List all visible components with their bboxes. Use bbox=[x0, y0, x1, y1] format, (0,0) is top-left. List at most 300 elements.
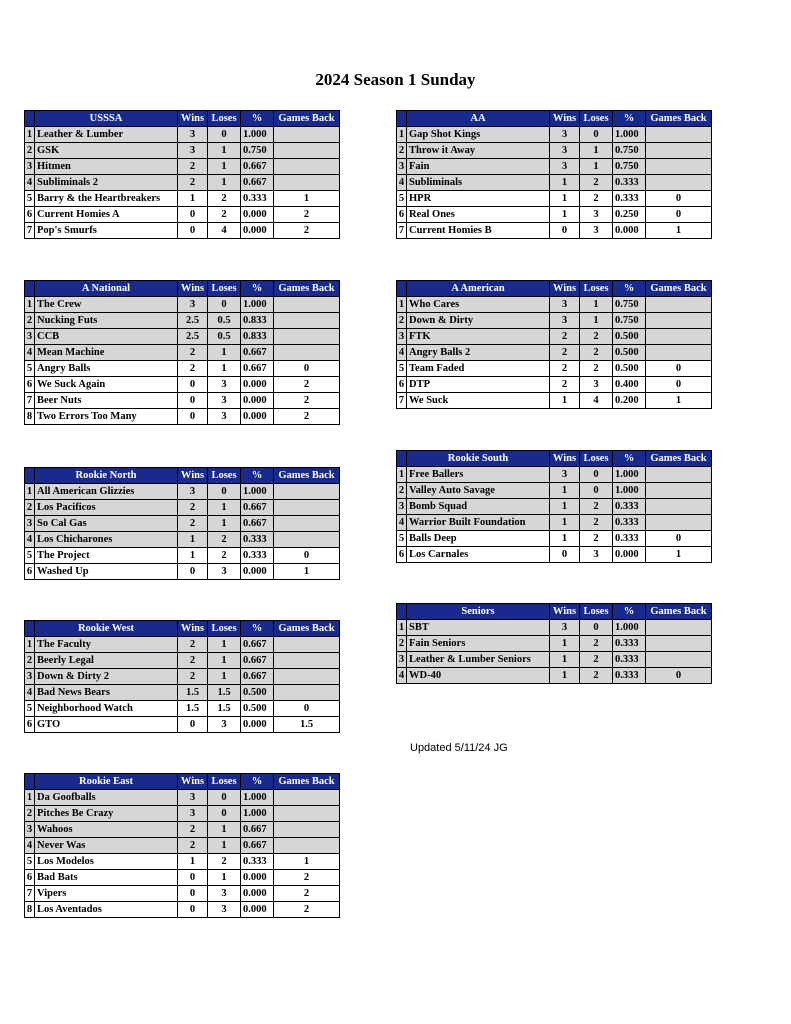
team-name: GTO bbox=[35, 717, 178, 733]
rank-header bbox=[25, 281, 35, 297]
team-row bbox=[397, 668, 712, 684]
loses: 2 bbox=[580, 636, 613, 652]
team-name: So Cal Gas bbox=[35, 516, 178, 532]
pct-header: % bbox=[613, 281, 646, 297]
wins: 2 bbox=[178, 653, 208, 669]
team-row bbox=[25, 902, 340, 918]
header-row bbox=[25, 281, 340, 297]
wins: 3 bbox=[178, 143, 208, 159]
wins: 1 bbox=[550, 499, 580, 515]
wins: 3 bbox=[550, 127, 580, 143]
loses: 2 bbox=[580, 668, 613, 684]
loses: 2 bbox=[208, 532, 241, 548]
team-name: Neighborhood Watch bbox=[35, 701, 178, 717]
team-name: Gap Shot Kings bbox=[407, 127, 550, 143]
wins: 1 bbox=[550, 652, 580, 668]
wins-header: Wins bbox=[550, 451, 580, 467]
games-back bbox=[646, 127, 712, 143]
rank: 6 bbox=[25, 717, 35, 733]
rank: 6 bbox=[25, 377, 35, 393]
rank-header bbox=[25, 774, 35, 790]
loses-header: Loses bbox=[208, 621, 241, 637]
team-row bbox=[25, 806, 340, 822]
wins: 1 bbox=[550, 393, 580, 409]
games-back bbox=[646, 515, 712, 531]
loses: 0 bbox=[208, 806, 241, 822]
team-row bbox=[25, 564, 340, 580]
win-pct: 1.000 bbox=[613, 483, 646, 499]
wins-header: Wins bbox=[550, 111, 580, 127]
loses: 1 bbox=[208, 500, 241, 516]
page-title: 2024 Season 1 Sunday bbox=[315, 70, 476, 89]
rank: 2 bbox=[25, 313, 35, 329]
win-pct: 0.000 bbox=[241, 393, 274, 409]
wins: 1 bbox=[178, 191, 208, 207]
games-back: 1 bbox=[274, 564, 340, 580]
games-back-header: Games Back bbox=[646, 281, 712, 297]
win-pct: 0.667 bbox=[241, 822, 274, 838]
loses: 2 bbox=[580, 361, 613, 377]
rank: 3 bbox=[25, 159, 35, 175]
win-pct: 0.333 bbox=[241, 548, 274, 564]
games-back: 0 bbox=[646, 668, 712, 684]
wins: 0 bbox=[550, 223, 580, 239]
rank: 3 bbox=[25, 822, 35, 838]
team-name: The Project bbox=[35, 548, 178, 564]
win-pct: 0.667 bbox=[241, 175, 274, 191]
team-row bbox=[25, 409, 340, 425]
team-row bbox=[25, 484, 340, 500]
win-pct: 0.833 bbox=[241, 329, 274, 345]
team-row bbox=[397, 377, 712, 393]
team-row bbox=[397, 159, 712, 175]
rank: 4 bbox=[25, 838, 35, 854]
team-row bbox=[397, 636, 712, 652]
team-name: Current Homies A bbox=[35, 207, 178, 223]
wins: 0 bbox=[178, 886, 208, 902]
team-row bbox=[397, 127, 712, 143]
rank: 1 bbox=[25, 790, 35, 806]
team-row bbox=[25, 669, 340, 685]
team-row bbox=[25, 297, 340, 313]
rank: 1 bbox=[25, 297, 35, 313]
win-pct: 0.333 bbox=[613, 668, 646, 684]
wins: 2 bbox=[550, 361, 580, 377]
rank: 2 bbox=[397, 313, 407, 329]
rank: 2 bbox=[25, 653, 35, 669]
loses: 2 bbox=[208, 548, 241, 564]
win-pct: 0.500 bbox=[613, 361, 646, 377]
loses: 3 bbox=[580, 223, 613, 239]
rank: 5 bbox=[397, 361, 407, 377]
win-pct: 0.750 bbox=[613, 297, 646, 313]
wins: 3 bbox=[550, 143, 580, 159]
win-pct: 0.000 bbox=[241, 886, 274, 902]
win-pct: 0.750 bbox=[241, 143, 274, 159]
wins: 3 bbox=[178, 127, 208, 143]
rank: 1 bbox=[25, 484, 35, 500]
loses-header: Loses bbox=[580, 604, 613, 620]
win-pct: 0.667 bbox=[241, 669, 274, 685]
rank-header bbox=[397, 281, 407, 297]
team-name: Fain bbox=[407, 159, 550, 175]
games-back bbox=[646, 329, 712, 345]
loses: 0.5 bbox=[208, 313, 241, 329]
wins: 1 bbox=[178, 548, 208, 564]
team-name: Down & Dirty 2 bbox=[35, 669, 178, 685]
rank: 7 bbox=[397, 223, 407, 239]
rank: 1 bbox=[397, 127, 407, 143]
loses: 1 bbox=[208, 345, 241, 361]
loses: 2 bbox=[580, 531, 613, 547]
team-name: The Crew bbox=[35, 297, 178, 313]
header-row bbox=[25, 621, 340, 637]
team-row bbox=[25, 870, 340, 886]
team-row bbox=[25, 838, 340, 854]
wins: 3 bbox=[550, 313, 580, 329]
team-row bbox=[397, 345, 712, 361]
team-name: Vipers bbox=[35, 886, 178, 902]
wins: 3 bbox=[178, 790, 208, 806]
win-pct: 0.000 bbox=[241, 564, 274, 580]
games-back bbox=[646, 143, 712, 159]
win-pct: 0.000 bbox=[241, 870, 274, 886]
team-row bbox=[25, 790, 340, 806]
games-back: 0 bbox=[274, 548, 340, 564]
games-back bbox=[646, 297, 712, 313]
rank: 2 bbox=[397, 143, 407, 159]
wins: 3 bbox=[550, 297, 580, 313]
standings-table-rookie-west bbox=[24, 620, 340, 733]
games-back bbox=[274, 500, 340, 516]
wins: 2 bbox=[178, 345, 208, 361]
rank: 7 bbox=[25, 886, 35, 902]
games-back: 1 bbox=[646, 393, 712, 409]
loses: 0 bbox=[580, 483, 613, 499]
games-back: 0 bbox=[646, 361, 712, 377]
win-pct: 0.667 bbox=[241, 345, 274, 361]
win-pct: 1.000 bbox=[613, 467, 646, 483]
standings-table-rookie-south bbox=[396, 450, 712, 563]
win-pct: 0.333 bbox=[613, 531, 646, 547]
wins-header: Wins bbox=[178, 774, 208, 790]
games-back: 0 bbox=[274, 701, 340, 717]
rank: 3 bbox=[397, 329, 407, 345]
division-name: Rookie South bbox=[407, 451, 550, 467]
loses: 0 bbox=[208, 484, 241, 500]
wins: 2 bbox=[178, 669, 208, 685]
loses-header: Loses bbox=[580, 281, 613, 297]
games-back-header: Games Back bbox=[646, 111, 712, 127]
team-row bbox=[25, 548, 340, 564]
wins: 1 bbox=[550, 515, 580, 531]
wins: 1 bbox=[550, 207, 580, 223]
division-name: A American bbox=[407, 281, 550, 297]
team-row bbox=[25, 223, 340, 239]
loses: 3 bbox=[208, 886, 241, 902]
wins: 0 bbox=[178, 207, 208, 223]
win-pct: 1.000 bbox=[241, 790, 274, 806]
win-pct: 0.000 bbox=[613, 547, 646, 563]
loses: 1 bbox=[580, 313, 613, 329]
team-row bbox=[397, 467, 712, 483]
win-pct: 0.333 bbox=[241, 854, 274, 870]
wins: 2 bbox=[178, 175, 208, 191]
rank: 1 bbox=[25, 127, 35, 143]
team-row bbox=[397, 175, 712, 191]
wins: 3 bbox=[178, 484, 208, 500]
team-name: Who Cares bbox=[407, 297, 550, 313]
games-back bbox=[646, 483, 712, 499]
team-row bbox=[25, 637, 340, 653]
pct-header: % bbox=[241, 774, 274, 790]
games-back bbox=[274, 685, 340, 701]
games-back bbox=[646, 159, 712, 175]
team-name: Bomb Squad bbox=[407, 499, 550, 515]
win-pct: 0.500 bbox=[241, 685, 274, 701]
games-back: 2 bbox=[274, 902, 340, 918]
games-back bbox=[646, 345, 712, 361]
loses: 1 bbox=[208, 870, 241, 886]
rank-header bbox=[397, 111, 407, 127]
games-back-header: Games Back bbox=[646, 451, 712, 467]
division-name: Seniors bbox=[407, 604, 550, 620]
team-row bbox=[25, 361, 340, 377]
rank: 4 bbox=[25, 175, 35, 191]
games-back: 1 bbox=[646, 547, 712, 563]
team-name: The Faculty bbox=[35, 637, 178, 653]
team-row bbox=[25, 886, 340, 902]
loses-header: Loses bbox=[208, 281, 241, 297]
win-pct: 0.833 bbox=[241, 313, 274, 329]
win-pct: 0.000 bbox=[241, 207, 274, 223]
wins: 2 bbox=[178, 637, 208, 653]
loses: 1 bbox=[208, 653, 241, 669]
team-name: Bad News Bears bbox=[35, 685, 178, 701]
header-row bbox=[25, 111, 340, 127]
games-back: 0 bbox=[646, 191, 712, 207]
team-row bbox=[25, 854, 340, 870]
loses: 3 bbox=[580, 377, 613, 393]
win-pct: 0.667 bbox=[241, 361, 274, 377]
updated-note: Updated 5/11/24 JG bbox=[410, 742, 508, 754]
wins: 2 bbox=[550, 377, 580, 393]
team-row bbox=[25, 717, 340, 733]
wins: 0 bbox=[178, 393, 208, 409]
team-row bbox=[25, 313, 340, 329]
loses: 1 bbox=[580, 297, 613, 313]
games-back: 0 bbox=[646, 531, 712, 547]
team-row bbox=[25, 329, 340, 345]
loses: 2 bbox=[580, 499, 613, 515]
team-name: Los Chicharones bbox=[35, 532, 178, 548]
wins: 0 bbox=[178, 377, 208, 393]
team-name: We Suck Again bbox=[35, 377, 178, 393]
loses: 1 bbox=[208, 143, 241, 159]
team-name: CCB bbox=[35, 329, 178, 345]
rank: 5 bbox=[25, 191, 35, 207]
games-back: 2 bbox=[274, 409, 340, 425]
games-back bbox=[646, 467, 712, 483]
team-name: Fain Seniors bbox=[407, 636, 550, 652]
team-row bbox=[25, 175, 340, 191]
team-row bbox=[25, 345, 340, 361]
division-name: USSSA bbox=[35, 111, 178, 127]
rank: 6 bbox=[25, 870, 35, 886]
win-pct: 0.333 bbox=[613, 191, 646, 207]
games-back bbox=[274, 313, 340, 329]
games-back-header: Games Back bbox=[646, 604, 712, 620]
rank: 3 bbox=[397, 652, 407, 668]
team-name: Mean Machine bbox=[35, 345, 178, 361]
win-pct: 0.000 bbox=[241, 409, 274, 425]
games-back bbox=[274, 669, 340, 685]
loses: 4 bbox=[580, 393, 613, 409]
loses: 0 bbox=[208, 127, 241, 143]
games-back bbox=[274, 532, 340, 548]
rank: 1 bbox=[25, 637, 35, 653]
pct-header: % bbox=[613, 451, 646, 467]
loses-header: Loses bbox=[580, 451, 613, 467]
wins: 2 bbox=[178, 500, 208, 516]
rank: 7 bbox=[25, 223, 35, 239]
wins: 1.5 bbox=[178, 685, 208, 701]
rank: 4 bbox=[397, 345, 407, 361]
wins: 2 bbox=[550, 345, 580, 361]
games-back: 2 bbox=[274, 870, 340, 886]
team-row bbox=[397, 515, 712, 531]
team-row bbox=[397, 483, 712, 499]
team-name: Pop's Smurfs bbox=[35, 223, 178, 239]
standings-table-seniors bbox=[396, 603, 712, 684]
team-row bbox=[25, 653, 340, 669]
loses: 2 bbox=[580, 175, 613, 191]
loses: 1 bbox=[580, 159, 613, 175]
loses: 1 bbox=[208, 637, 241, 653]
wins-header: Wins bbox=[178, 468, 208, 484]
header-row bbox=[397, 111, 712, 127]
wins: 3 bbox=[550, 620, 580, 636]
team-name: Los Pacificos bbox=[35, 500, 178, 516]
rank: 8 bbox=[25, 409, 35, 425]
team-row bbox=[397, 207, 712, 223]
games-back bbox=[274, 806, 340, 822]
team-row bbox=[25, 377, 340, 393]
team-row bbox=[397, 547, 712, 563]
wins: 1 bbox=[550, 483, 580, 499]
pct-header: % bbox=[241, 468, 274, 484]
team-name: Barry & the Heartbreakers bbox=[35, 191, 178, 207]
games-back: 1 bbox=[274, 854, 340, 870]
wins: 3 bbox=[550, 159, 580, 175]
standings-table-rookie-north bbox=[24, 467, 340, 580]
team-row bbox=[25, 159, 340, 175]
team-name: FTK bbox=[407, 329, 550, 345]
games-back bbox=[274, 329, 340, 345]
team-name: Leather & Lumber Seniors bbox=[407, 652, 550, 668]
division-name: Rookie North bbox=[35, 468, 178, 484]
header-row bbox=[25, 468, 340, 484]
rank: 6 bbox=[25, 564, 35, 580]
pct-header: % bbox=[613, 111, 646, 127]
rank: 6 bbox=[397, 377, 407, 393]
team-row bbox=[25, 516, 340, 532]
loses-header: Loses bbox=[208, 111, 241, 127]
team-row bbox=[25, 143, 340, 159]
games-back bbox=[646, 620, 712, 636]
wins: 0 bbox=[178, 409, 208, 425]
team-name: Bad Bats bbox=[35, 870, 178, 886]
rank: 2 bbox=[397, 483, 407, 499]
loses: 3 bbox=[208, 564, 241, 580]
wins: 2.5 bbox=[178, 329, 208, 345]
loses: 0 bbox=[580, 620, 613, 636]
team-name: Throw it Away bbox=[407, 143, 550, 159]
team-name: We Suck bbox=[407, 393, 550, 409]
win-pct: 0.000 bbox=[241, 717, 274, 733]
win-pct: 1.000 bbox=[613, 127, 646, 143]
games-back bbox=[274, 484, 340, 500]
win-pct: 0.667 bbox=[241, 159, 274, 175]
loses: 2 bbox=[208, 191, 241, 207]
games-back bbox=[646, 313, 712, 329]
team-name: Angry Balls bbox=[35, 361, 178, 377]
team-row bbox=[397, 393, 712, 409]
team-name: Valley Auto Savage bbox=[407, 483, 550, 499]
loses: 3 bbox=[580, 207, 613, 223]
games-back: 1 bbox=[646, 223, 712, 239]
team-row bbox=[25, 393, 340, 409]
team-name: Leather & Lumber bbox=[35, 127, 178, 143]
loses: 2 bbox=[580, 515, 613, 531]
team-name: Washed Up bbox=[35, 564, 178, 580]
team-name: SBT bbox=[407, 620, 550, 636]
division-name: A National bbox=[35, 281, 178, 297]
games-back bbox=[646, 652, 712, 668]
team-name: HPR bbox=[407, 191, 550, 207]
wins: 1 bbox=[550, 668, 580, 684]
wins: 3 bbox=[178, 297, 208, 313]
loses: 1.5 bbox=[208, 701, 241, 717]
rank: 5 bbox=[25, 548, 35, 564]
games-back bbox=[274, 159, 340, 175]
win-pct: 0.333 bbox=[613, 499, 646, 515]
loses: 0 bbox=[580, 127, 613, 143]
wins: 1 bbox=[550, 175, 580, 191]
wins: 0 bbox=[178, 717, 208, 733]
win-pct: 0.667 bbox=[241, 653, 274, 669]
wins: 2 bbox=[178, 516, 208, 532]
wins: 2 bbox=[178, 361, 208, 377]
loses: 2 bbox=[580, 191, 613, 207]
win-pct: 0.750 bbox=[613, 159, 646, 175]
wins-header: Wins bbox=[550, 604, 580, 620]
games-back bbox=[646, 499, 712, 515]
team-name: Balls Deep bbox=[407, 531, 550, 547]
pct-header: % bbox=[241, 111, 274, 127]
loses: 4 bbox=[208, 223, 241, 239]
games-back bbox=[274, 345, 340, 361]
team-name: Los Carnales bbox=[407, 547, 550, 563]
loses: 0.5 bbox=[208, 329, 241, 345]
loses: 1 bbox=[208, 516, 241, 532]
loses: 2 bbox=[208, 854, 241, 870]
rank: 5 bbox=[397, 191, 407, 207]
rank: 7 bbox=[397, 393, 407, 409]
loses: 1 bbox=[208, 361, 241, 377]
rank: 6 bbox=[25, 207, 35, 223]
loses: 2 bbox=[580, 329, 613, 345]
